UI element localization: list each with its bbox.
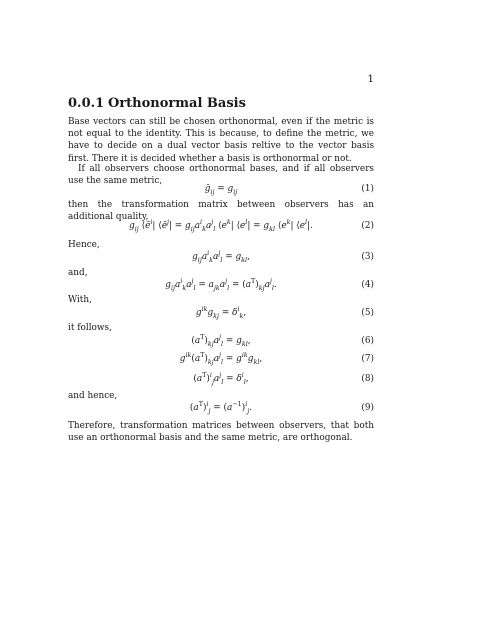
paragraph-conclusion: Therefore, transformation matrices between observers, that both use an orthonormal basis and the same metric, are orthogonal. bbox=[68, 421, 374, 444]
equation-5 bbox=[68, 305, 374, 322]
label-it-follows: it follows, bbox=[68, 323, 112, 333]
equation-3-number: (3) bbox=[361, 252, 374, 262]
paragraph-transformation: then the transformation matrix between observers has an additional quality, bbox=[68, 200, 374, 223]
equation-4 bbox=[68, 277, 374, 294]
equation-4-number: (4) bbox=[361, 280, 374, 290]
equation-1 bbox=[68, 184, 374, 198]
equation-2-number: (2) bbox=[361, 221, 374, 231]
label-with: With, bbox=[68, 295, 92, 305]
equation-7-expression: $g^{ik}(a^T)_{kj}a^j_l = g^{ik}g_{kl}$, bbox=[179, 351, 263, 366]
equation-5-expression: $g^{ik}g_{kj} = \delta^i_k$, bbox=[195, 305, 247, 320]
paragraph-intro: Base vectors can still be chosen orthonormal, even if the metric is not equal to the identity. This is because, to define the metric, we have to decide on a dual vector basis reltive to the vector basis first. There it is decided whether a basis is orthonormal or not. bbox=[68, 117, 374, 164]
label-and: and, bbox=[68, 268, 88, 278]
equation-3-expression: $g_{ij}a^i_ka^j_l = g_{kl}$, bbox=[192, 249, 250, 264]
equation-8 bbox=[68, 371, 374, 388]
equation-9 bbox=[68, 400, 374, 417]
equation-8-expression: $(a^T)^i_ja^j_l = \delta^i_l$, bbox=[193, 371, 249, 386]
section-heading bbox=[68, 96, 246, 111]
equation-9-expression: $(a^T)^i_j = (a^{-1})^i_j$. bbox=[189, 400, 253, 415]
label-and-hence: and hence, bbox=[68, 391, 118, 401]
equation-2 bbox=[68, 218, 374, 235]
equation-6-expression: $(a^T)_{kj}a^j_l = g_{kl}$, bbox=[191, 333, 251, 348]
equation-7 bbox=[68, 351, 374, 368]
equation-1-number: (1) bbox=[361, 184, 374, 194]
equation-6-number: (6) bbox=[361, 336, 374, 346]
paragraph-observers: If all observers choose orthonormal bases, and if all observers use the same metric, bbox=[68, 164, 374, 187]
equation-3 bbox=[68, 249, 374, 266]
equation-9-number: (9) bbox=[361, 403, 374, 413]
equation-8-number: (8) bbox=[361, 374, 374, 384]
equation-2-expression: $g_{ij}$ $⟨ē^i|$ $⟨ē^j| = g_{ij}a^i_ka^j_l$ $⟨e^k|$ $⟨e^l| = g_{kl}$ $⟨e^k|$ $⟨e^l|$. bbox=[129, 218, 313, 233]
equation-7-number: (7) bbox=[361, 354, 374, 364]
section-title: Orthonormal Basis bbox=[108, 96, 246, 111]
equation-4-expression: $g_{ij}a^i_ka^j_l = a_{jk}a^j_l = (a^T)_{kj}a^j_l$. bbox=[165, 277, 277, 292]
section-number: 0.0.1 bbox=[68, 96, 105, 111]
equation-6 bbox=[68, 333, 374, 350]
label-hence: Hence, bbox=[68, 240, 100, 250]
equation-5-number: (5) bbox=[361, 308, 374, 318]
equation-1-expression: $ḡ_{ij} = g_{ij}$ bbox=[204, 184, 238, 196]
page-number: 1 bbox=[367, 73, 374, 85]
